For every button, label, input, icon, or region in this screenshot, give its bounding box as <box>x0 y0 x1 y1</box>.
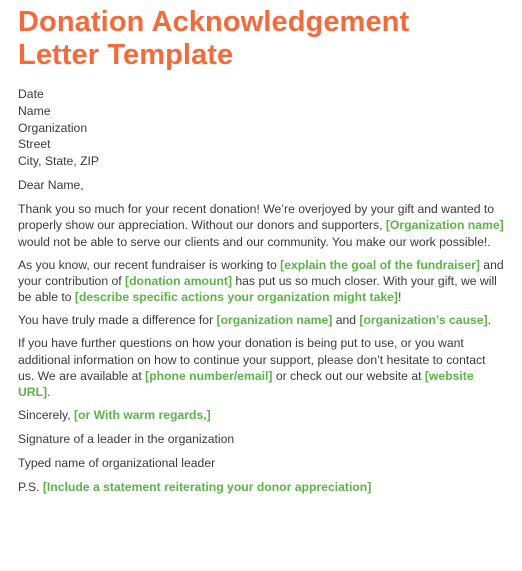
p4-text-2: or check out our website at <box>272 369 425 384</box>
placeholder-phone-email: [phone number/email] <box>145 369 273 384</box>
p1-text-1: Thank you so much for your recent donation! We’re overjoyed by your gift and wanted to properly show our appreciation. Without our donors and supporters, <box>18 201 495 233</box>
p2-text-3: has put us so much closer. With your gift, we will be able to <box>18 274 497 305</box>
p4-text-3: . <box>47 385 51 400</box>
p3-text-1: You have truly made a difference for <box>18 313 217 328</box>
address-organization: Organization <box>18 120 88 135</box>
address-date: Date <box>18 87 44 101</box>
greeting: Dear Name, <box>18 177 84 192</box>
placeholder-specific-actions: [describe specific actions your organization might take] <box>74 290 398 305</box>
address-street: Street <box>18 137 51 152</box>
p2-text-4: ! <box>397 290 402 305</box>
paragraph-fundraiser <box>18 257 504 306</box>
closing-line <box>18 407 504 423</box>
title-line-2: Letter Template <box>18 39 234 71</box>
page-title <box>18 6 504 72</box>
p4-text-1: If you have further questions on how your donation is being put to use, or you want additional information on how to continue your support, please don’t hesitate to contact us. We are available at <box>18 336 486 384</box>
p2-text-1: As you know, our recent fundraiser is working to <box>18 257 281 272</box>
title-line-1: Donation Acknowledgement <box>18 6 410 38</box>
signature-line: Signature of a leader in the organization <box>18 432 235 447</box>
p2-text-2: and your contribution of <box>18 257 504 289</box>
placeholder-donation-amount: [donation amount] <box>125 274 233 289</box>
placeholder-closing-alternative: [or With warm regards,] <box>74 408 211 423</box>
paragraph-thank-you <box>18 201 504 250</box>
placeholder-organization-name-2: [organization name] <box>216 313 333 328</box>
postscript <box>18 479 504 495</box>
address-name: Name <box>18 103 51 118</box>
address-city-state-zip: City, State, ZIP <box>18 154 100 169</box>
address-block <box>18 86 504 170</box>
closing-text: Sincerely, <box>18 408 74 423</box>
p3-text-2: and <box>332 313 360 328</box>
ps-prefix: P.S. <box>18 480 43 495</box>
placeholder-donor-appreciation: [Include a statement reiterating your donor appreciation] <box>42 480 372 495</box>
placeholder-organization-cause: [organization’s cause] <box>359 313 488 328</box>
paragraph-contact <box>18 335 504 401</box>
p3-text-3: . <box>487 313 492 328</box>
placeholder-fundraiser-goal: [explain the goal of the fundraiser] <box>280 257 480 272</box>
placeholder-organization-name: [Organization name] <box>385 218 504 233</box>
typed-name-line: Typed name of organizational leader <box>18 456 216 471</box>
paragraph-difference <box>18 312 504 328</box>
placeholder-website-url: [website URL] <box>18 369 474 400</box>
p1-text-2: would not be able to serve our clients and our community. You make our work possible!. <box>18 234 491 249</box>
